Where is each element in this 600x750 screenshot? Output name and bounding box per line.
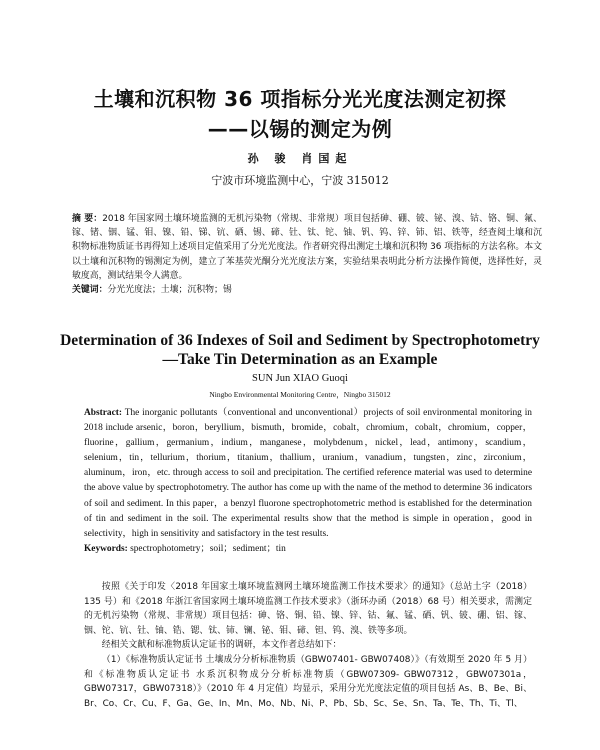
english-keywords-label: Keywords: <box>84 543 128 554</box>
chinese-authors: 孙 骏 肖国起 <box>247 152 353 165</box>
chinese-title-line1: 土壤和沉积物 36 项指标分光光度法测定初探 <box>93 87 507 111</box>
chinese-abstract-label: 摘 要： <box>72 214 103 224</box>
english-abstract <box>84 406 532 557</box>
english-title <box>0 331 600 369</box>
english-abstract-text: The inorganic pollutants（conventional and unconventional）projects of soil environmental monitoring in 2018 include arsenic，boron，beryllium，bismuth，bromide，cobalt，chromium，cobalt，chromium，copper，fluorine，gallium，germanium，indium，manganese，molybdenum，nickel，lead，antimony，scandium，selenium，tin，tellurium，thorium，titanium，thallium，uranium，vanadium，tungsten，zinc，zirconium，aluminum，iron，etc. through access to soil and precipitation. The certified reference material was used to determine the above value by spectrophotometry. The author has come up with the name of the method to determine 36 indicators of soil and sediment. In this paper，a benzyl fluorone spectrophotometric method is established for the determination of tin and sediment in the soil. The experimental results show that the method is simple in operation，good in selectivity，high in sensitivity and satisfactory in the test results. <box>84 408 532 539</box>
chinese-keywords: 分光光度法；土壤；沉积物；锡 <box>107 285 232 296</box>
body-paragraph: 经相关文献和标准物质认定证书的调研，本文作者总结如下： <box>101 640 342 651</box>
chinese-abstract <box>72 212 542 297</box>
chinese-abstract-text: 2018 年国家网土壤环境监测的无机污染物（常规、非常规）项目包括砷、硼、铍、铋、溴、钴、铬、铜、氟、镓、锗、铟、锰、钼、镍、铅、锑、钪、硒、锡、碲、钍、钛、铊、铀、钒、钨、锌、铈、铝、铁等，经查阅土壤和沉积物标准物质证书再得知上述项目定值采用了分光光度法。作者研究得出测定土壤和沉积物 36 项指标的方法名称。本文以土壤和沉积物的锡测定为例，建立了苯基荧光酮分光光度法方案，实验结果表明此分析方法操作简便，选择性好，灵敏度高，测试结果令人满意。 <box>72 214 542 281</box>
english-authors: SUN Jun XIAO Guoqi <box>252 373 348 384</box>
english-title-line2: —Take Tin Determination as an Example <box>162 351 438 368</box>
english-affiliation: Ningbo Environmental Monitoring Centre，Ningbo 315012 <box>209 390 391 399</box>
english-keywords: spectrophotometry；soil；sediment；tin <box>130 543 286 554</box>
body-text <box>84 580 532 711</box>
english-title-line1: Determination of 36 Indexes of Soil and Sediment by Spectrophotometry <box>60 332 540 349</box>
chinese-title-line2: ——以锡的测定为例 <box>207 117 393 141</box>
body-paragraph: （1）《标准物质认定证书 土壤成分分析标准物质（GBW07401- GBW07408）》（有效期至 2020 年 5 月）和《标准物质认定证书 水系沉积物成分分析标准物质（GBW07309- GBW07312，GBW07301a，GBW07317，GBW07318）》（2010 年 4 月定值）均显示，采用分光光度法定值的项目包括 As、B、Be、Bi、Br、Co、Cr、Cu、F、Ga、Ge、In、Mn、Mo、Nb、Ni、P、Pb、Sb、Sc、Se、Sn、Ta、Te、Th、Ti、Tl、 <box>84 654 532 709</box>
chinese-affiliation: 宁波市环境监测中心，宁波 315012 <box>211 174 389 187</box>
body-paragraph: 按照《关于印发〈2018 年国家土壤环境监测网土壤环境监测工作技术要求〉的通知》（总站土字（2018）135 号）和《2018 年浙江省国家网土壤环境监测工作技术要求》（浙环办函（2018）68 号）相关要求，需测定的无机污染物（常规、非常规）项目包括：砷、铬、铜、铅、镍、锌、钴、氟、锰、硒、钒、铍、硼、铝、镓、铟、铊、钪、钍、铀、锆、锶、钛、铈、镧、铋、钼、碲、钽、钨、溴、铁等多项。 <box>84 582 532 636</box>
chinese-title <box>0 84 600 144</box>
english-abstract-label: Abstract: <box>84 408 123 418</box>
chinese-keywords-label: 关键词： <box>72 285 108 296</box>
